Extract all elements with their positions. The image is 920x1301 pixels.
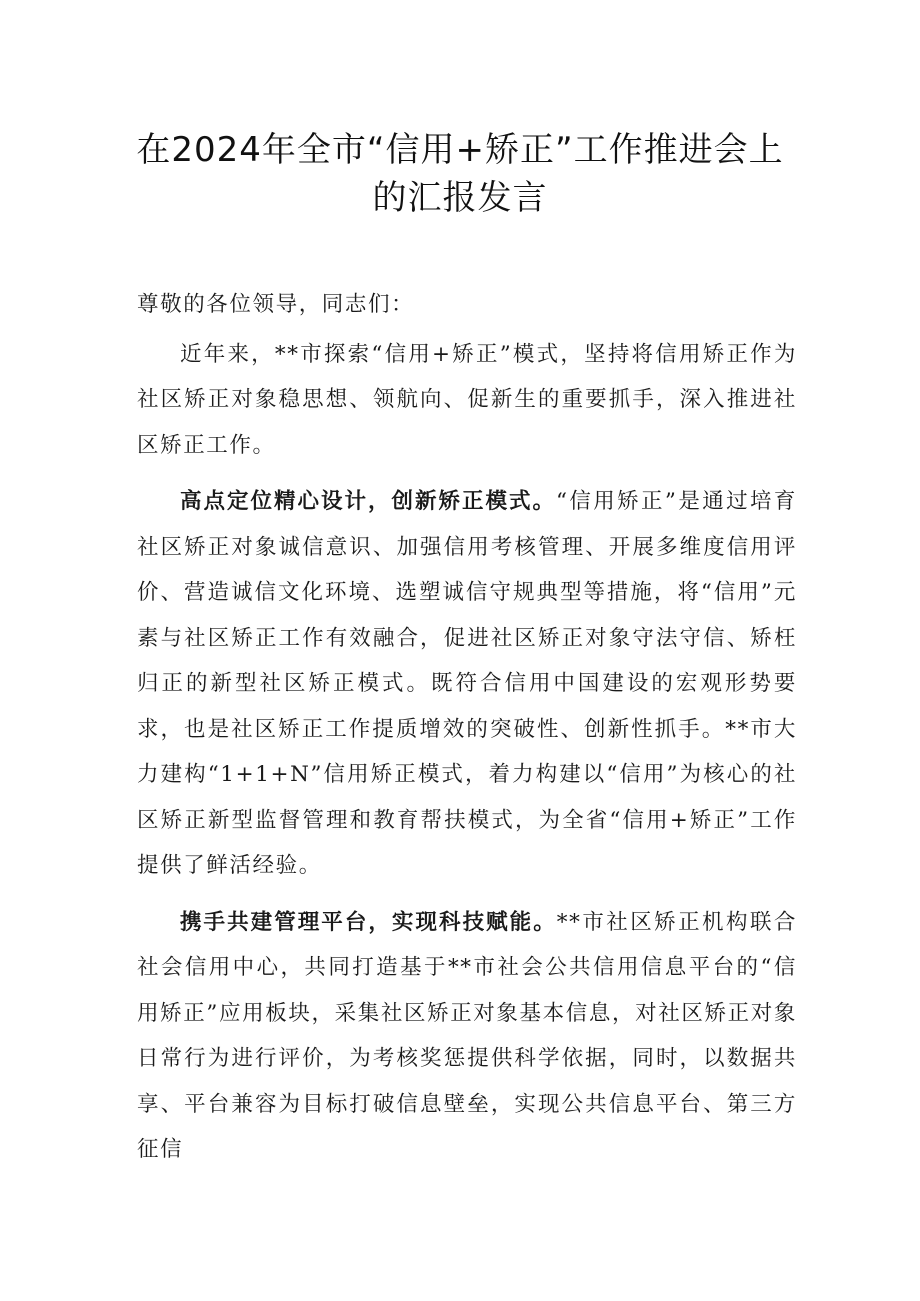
paragraph-platform bbox=[137, 900, 797, 1173]
paragraph-intro bbox=[137, 332, 797, 469]
salutation: 尊敬的各位领导，同志们： bbox=[137, 292, 415, 317]
paragraph-heading: 高点定位精心设计，创新矫正模式。 bbox=[180, 489, 556, 514]
paragraph-text: 近年来，**市探索“信用+矫正”模式，坚持将信用矫正作为社区矫正对象稳思想、领航向、促新生的重要抓手，深入推进社区矫正工作。 bbox=[137, 341, 797, 458]
paragraph-heading: 携手共建管理平台，实现科技赋能。 bbox=[180, 909, 557, 935]
document-title: 在2024年全市“信用+矫正”工作推进会上的汇报发言 bbox=[136, 130, 784, 218]
paragraph-credit-model bbox=[137, 479, 797, 889]
paragraph-text: “信用矫正”是通过培育社区矫正对象诚信意识、加强信用考核管理、开展多维度信用评价、营造诚信文化环境、选塑诚信守规典型等措施，将“信用”元素与社区矫正工作有效融合，促进社区矫正对象守法守信、矫枉归正的新型社区矫正模式。既符合信用中国建设的宏观形势要求，也是社区矫正工作提质增效的突破性、创新性抓手。**市大力建构“1+1+N”信用矫正模式，着力构建以“信用”为核心的社区矫正新型监督管理和教育帮扶模式，为全省“信用+矫正”工作提供了鲜活经验。 bbox=[137, 489, 797, 878]
document-body bbox=[137, 282, 797, 1173]
paragraph-text: **市社区矫正机构联合社会信用中心，共同打造基于**市社会公共信用信息平台的“信用矫正”应用板块，采集社区矫正对象基本信息，对社区矫正对象日常行为进行评价，为考核奖惩提供科学依据，同时，以数据共享、平台兼容为目标打破信息壁垒，实现公共信息平台、第三方征信 bbox=[137, 909, 797, 1162]
